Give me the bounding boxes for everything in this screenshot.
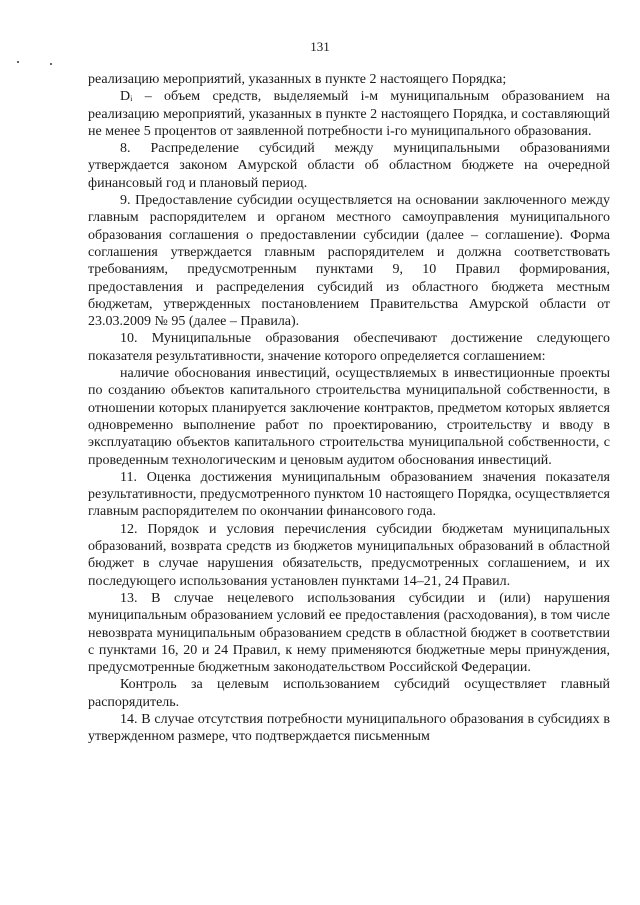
paragraph-12: 12. Порядок и условия перечисления субсидии бюджетам муниципальных образований, возврата средств из бюджетов муниципальных образований в областной бюджет в случае нарушения обязательств, предусмотренных соглашением, и их последующего использования установлен пунктами 14–21, 24 Правил.: [88, 521, 610, 589]
paragraph-10: 10. Муниципальные образования обеспечивают достижение следующего показателя результативности, значение которого определяется соглашением:: [88, 331, 610, 364]
scan-speck: [17, 61, 19, 63]
paragraph-10-indicator: наличие обоснования инвестиций, осуществляемых в инвестиционные проекты по созданию объектов капитального строительства муниципальной собственности, в отношении которых планируется заключение контрактов, предметом которых является одновременно выполнение работ по проектированию, строительству и вводу в эксплуатацию объектов капитального строительства муниципальной собственности, с проведенным технологическим и ценовым аудитом обоснования инвестиций.: [88, 366, 610, 468]
paragraph-control: Контроль за целевым использованием субсидий осуществляет главный распорядитель.: [88, 677, 610, 710]
paragraph-11: 11. Оценка достижения муниципальным образованием значения показателя результативности, предусмотренного пунктом 10 настоящего Порядка, осуществляется главным распорядителем по окончании финансового года.: [88, 469, 610, 520]
paragraph-8: 8. Распределение субсидий между муниципальными образованиями утверждается законом Амурской области об областном бюджете на очередной финансовый год и плановый период.: [88, 141, 610, 191]
paragraph-continuation: реализацию мероприятий, указанных в пункте 2 настоящего Порядка;: [88, 72, 507, 87]
scan-speck: [50, 63, 52, 65]
page-number: 131: [310, 39, 330, 54]
paragraph-14: 14. В случае отсутствия потребности муниципального образования в субсидиях в утвержденном размере, что подтверждается письменным: [88, 711, 610, 745]
document-body: [88, 71, 610, 746]
paragraph-di-definition: Dᵢ – объем средств, выделяемый i-м муниципальным образованием на реализацию мероприятий, указанных в пункте 2 настоящего Порядка, и составляющий не менее 5 процентов от заявленной потребности i-го муниципального образования.: [88, 89, 610, 139]
paragraph-9: 9. Предоставление субсидии осуществляется на основании заключенного между главным распорядителем и органом местного самоуправления муниципального образования соглашения о предоставлении субсидии (далее – соглашение). Форма соглашения утверждается главным распорядителем и должна соответствовать требованиям, предусмотренным пунктами 9, 10 Правил формирования, предоставления и распределения субсидий из областного бюджета местным бюджетам, утвержденных постановлением Правительства Амурской области от 23.03.2009 № 95 (далее – Правила).: [88, 193, 610, 330]
paragraph-13: 13. В случае нецелевого использования субсидии и (или) нарушения муниципальным образованием условий ее предоставления (расходования), в том числе невозврата муниципальным образованием средств в областной бюджет в соответствии с пунктами 16, 20 и 24 Правил, к нему применяются бюджетные меры принуждения, предусмотренные бюджетным законодательством Российской Федерации.: [88, 590, 610, 676]
